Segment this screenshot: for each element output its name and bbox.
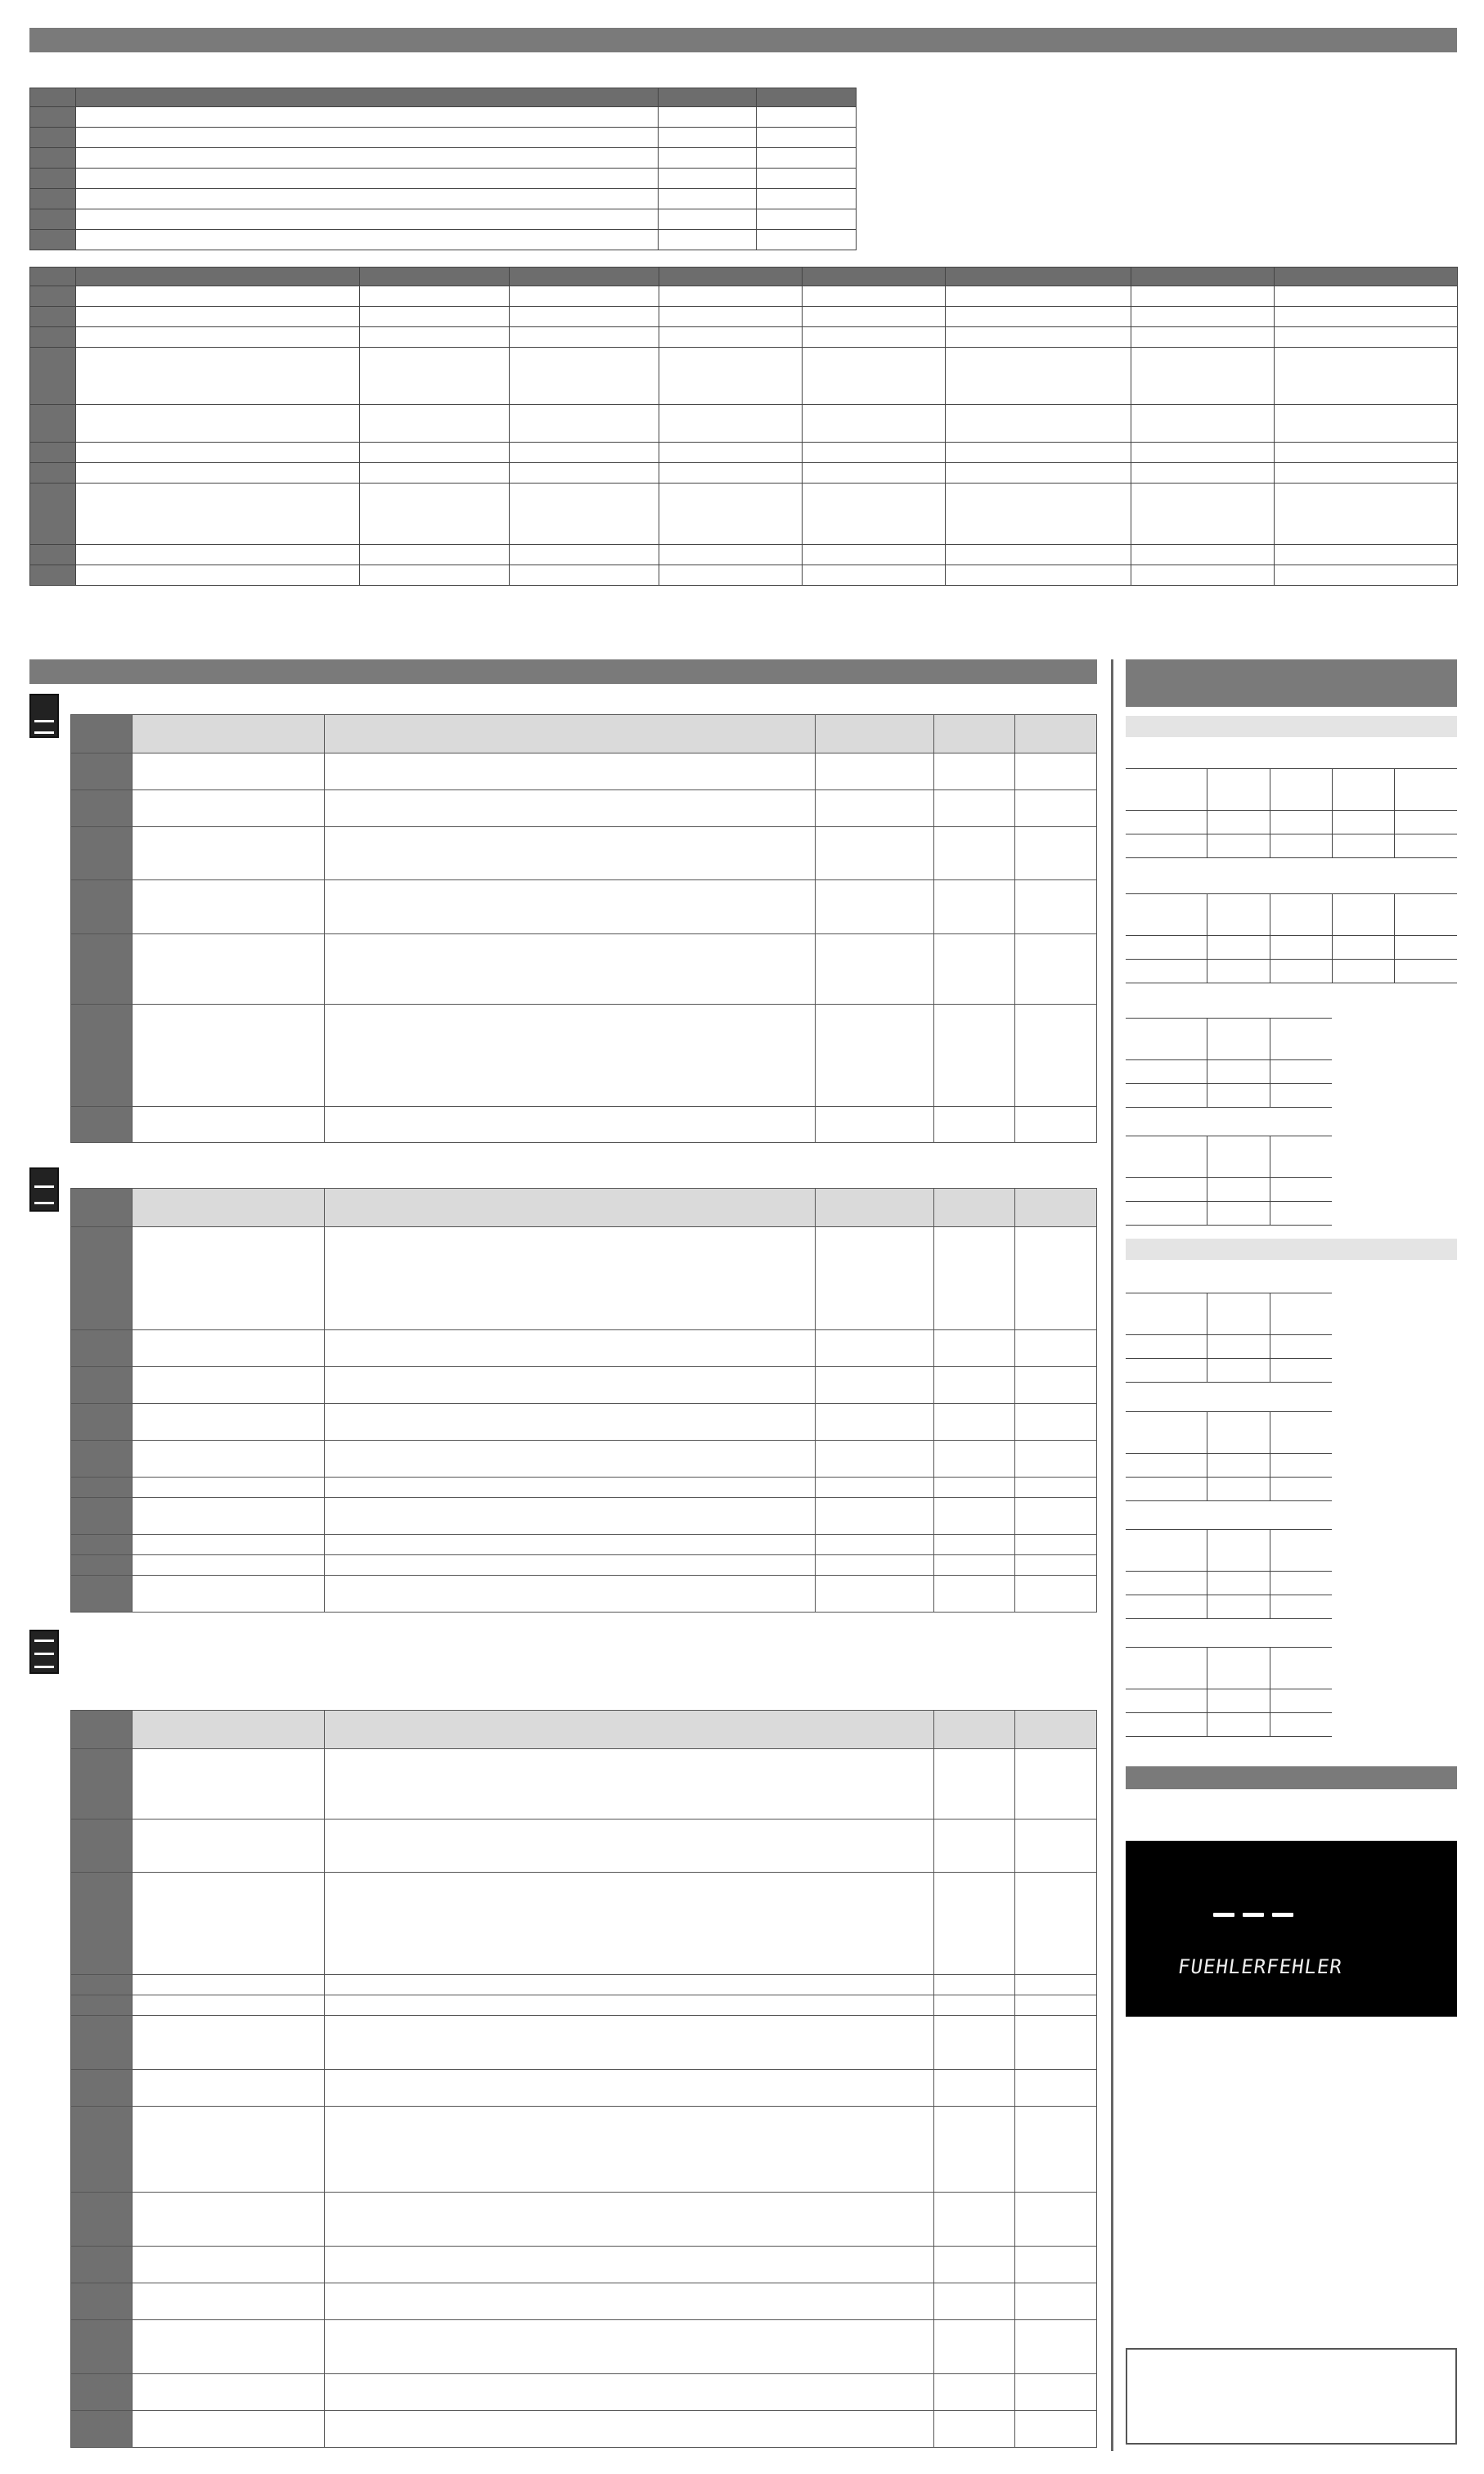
- section-2-table: [70, 1188, 1097, 1613]
- table-row: [71, 1576, 133, 1613]
- side-subsection-bar-1: [1126, 716, 1457, 737]
- display-section-bar: [1126, 1766, 1457, 1789]
- side-grid-7: [1126, 1529, 1332, 1619]
- table-row: [71, 1330, 133, 1367]
- table-row: [71, 1820, 133, 1873]
- table-row: [30, 405, 76, 443]
- table-row: [71, 2320, 133, 2374]
- main-section-header-bar: [29, 659, 1097, 684]
- section-1-table: [70, 714, 1097, 1143]
- table-row: [71, 1227, 133, 1330]
- table-row: [71, 1535, 133, 1555]
- table-header: [71, 715, 133, 753]
- table-row: [71, 2016, 133, 2070]
- table-row: [71, 2283, 133, 2320]
- parameter-table-2: [29, 267, 1458, 586]
- table-row: [71, 1367, 133, 1404]
- table-row: [71, 1441, 133, 1478]
- table-row: [30, 565, 76, 586]
- side-grid-6: [1126, 1411, 1332, 1501]
- table-row: [71, 2247, 133, 2283]
- side-grid-2: [1126, 893, 1457, 983]
- table-row: [30, 148, 76, 169]
- table-row: [30, 169, 76, 189]
- table-row: [71, 2193, 133, 2247]
- side-subsection-bar-2: [1126, 1239, 1457, 1260]
- table-row: [71, 1478, 133, 1498]
- table-header: [30, 88, 76, 107]
- table-row: [30, 484, 76, 545]
- table-row: [30, 327, 76, 348]
- note-box: [1126, 2348, 1457, 2445]
- table-row: [71, 1005, 133, 1107]
- table-row: [71, 934, 133, 1005]
- section-3-table: [70, 1710, 1097, 2448]
- side-grid-5: [1126, 1293, 1332, 1383]
- table-row: [71, 1498, 133, 1535]
- table-header: [71, 1711, 133, 1749]
- table-row: [71, 1404, 133, 1441]
- table-row: [30, 286, 76, 307]
- table-row: [30, 443, 76, 463]
- table-row: [71, 2411, 133, 2448]
- table-row: [30, 189, 76, 209]
- table-row: [71, 753, 133, 790]
- lcd-dash: [1243, 1913, 1264, 1917]
- table-row: [71, 1555, 133, 1576]
- table-row: [30, 209, 76, 230]
- table-row: [30, 230, 76, 250]
- table-row: [71, 1873, 133, 1975]
- side-grid-1: [1126, 768, 1457, 858]
- table-row: [71, 2107, 133, 2193]
- table-row: [71, 2070, 133, 2107]
- table-row: [30, 463, 76, 484]
- side-grid-3: [1126, 1018, 1332, 1108]
- table-row: [71, 880, 133, 934]
- table-header: [71, 1189, 133, 1227]
- table-row: [71, 1975, 133, 1995]
- table-header: [30, 268, 76, 286]
- side-grid-4: [1126, 1136, 1332, 1226]
- parameter-table-1: [29, 88, 857, 250]
- top-header-bar: [29, 28, 1457, 52]
- side-grid-8: [1126, 1647, 1332, 1737]
- table-row: [71, 1749, 133, 1820]
- menu-section-1-icon: [29, 694, 59, 738]
- lcd-dash: [1213, 1913, 1234, 1917]
- table-row: [71, 827, 133, 880]
- table-row: [71, 790, 133, 827]
- table-row: [30, 128, 76, 148]
- side-panel-header-bar: [1126, 659, 1457, 707]
- menu-section-3-icon: [29, 1630, 59, 1674]
- menu-section-2-icon: [29, 1167, 59, 1212]
- table-row: [30, 107, 76, 128]
- lcd-message: FUEHLERFEHLER: [1176, 1955, 1344, 1978]
- table-row: [71, 1107, 133, 1143]
- lcd-display: [1126, 1841, 1457, 2017]
- table-row: [30, 307, 76, 327]
- table-row: [30, 545, 76, 565]
- table-row: [71, 2374, 133, 2411]
- column-divider: [1111, 659, 1113, 2451]
- table-row: [30, 348, 76, 405]
- lcd-dash: [1272, 1913, 1293, 1917]
- table-row: [71, 1995, 133, 2016]
